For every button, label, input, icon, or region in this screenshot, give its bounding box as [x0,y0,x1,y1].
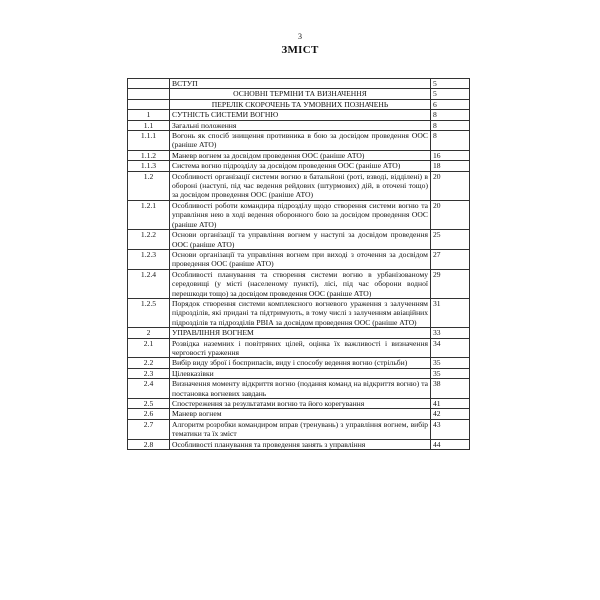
section-title: Особливості роботи командира підрозділу щодо створення системи вогню та управління нею в ході ведення оборонного бою за досвідом проведення ООС (раніше АТО) [170,200,431,229]
section-number: 2 [128,328,170,338]
section-title: Система вогню підрозділу за досвідом проведення ООС (раніше АТО) [170,161,431,171]
section-title: Особливості організації системи вогню в батальйоні (роті, взводі, відділені) в обороні (наступі, під час ведення рейдових (штурмових) дій, в оточені тощо) за досвідом проведення ООС (раніше АТО) [170,171,431,200]
section-page: 18 [431,161,470,171]
section-number [128,99,170,109]
toc-row [128,298,470,327]
section-title: Особливості планування та створення системи вогню в урбанізованому середовищі (у місті (населеному пункті), лісі, під час оборони водної перешкоди тощо) за досвідом проведення ООС (раніше АТО) [170,269,431,298]
toc-row [128,200,470,229]
section-page: 31 [431,298,470,327]
toc-row [128,161,470,171]
toc-row [128,171,470,200]
section-title: Основи організації та управління вогнем при виході з оточення за досвідом проведення ООС (раніше АТО) [170,249,431,269]
section-number: 1.2.2 [128,230,170,250]
section-page: 8 [431,110,470,120]
section-number: 1.1.2 [128,150,170,160]
section-page: 20 [431,200,470,229]
section-number: 1.2.4 [128,269,170,298]
toc-row [128,269,470,298]
section-number: 1.1 [128,120,170,130]
section-title: Маневр вогнем [170,409,431,419]
section-number: 2.7 [128,419,170,439]
section-page: 35 [431,358,470,368]
section-number: 2.5 [128,399,170,409]
toc-row [128,99,470,109]
toc-row [128,249,470,269]
section-title: Вогонь як спосіб знищення противника в бою за досвідом проведення ООС (раніше АТО) [170,131,431,151]
section-title: ВСТУП [170,79,431,89]
section-title: Основи організації та управління вогнем у наступі за досвідом проведення ООС (раніше АТО) [170,230,431,250]
section-number: 1 [128,110,170,120]
toc-row [128,368,470,378]
section-title: ОСНОВНІ ТЕРМІНИ ТА ВИЗНАЧЕННЯ [170,89,431,99]
section-page: 27 [431,249,470,269]
table-of-contents [127,78,470,450]
toc-row [128,120,470,130]
section-title: Особливості планування та проведення занять з управління [170,439,431,449]
toc-row [128,89,470,99]
section-page: 41 [431,399,470,409]
section-number: 1.1.1 [128,131,170,151]
section-page: 5 [431,89,470,99]
section-number: 2.8 [128,439,170,449]
section-title: Вибір виду зброї і боєприпасів, виду і способу ведення вогню (стрільби) [170,358,431,368]
section-title: Загальні положення [170,120,431,130]
section-page: 8 [431,131,470,151]
toc-row [128,338,470,358]
section-title: Цілевказівки [170,368,431,378]
section-title: Спостереження за результатами вогню та його корегування [170,399,431,409]
section-title: УПРАВЛІННЯ ВОГНЕМ [170,328,431,338]
section-page: 5 [431,79,470,89]
section-title: Визначення моменту відкриття вогню (подання команд на відкриття вогню) та постановка вогневих завдань [170,379,431,399]
toc-row [128,150,470,160]
section-page: 34 [431,338,470,358]
section-number: 2.3 [128,368,170,378]
section-page: 35 [431,368,470,378]
toc-row [128,131,470,151]
section-number [128,79,170,89]
section-number: 2.1 [128,338,170,358]
section-page: 6 [431,99,470,109]
section-title: Маневр вогнем за досвідом проведення ООС (раніше АТО) [170,150,431,160]
section-page: 38 [431,379,470,399]
section-page: 16 [431,150,470,160]
section-number: 1.2 [128,171,170,200]
section-number [128,89,170,99]
section-number: 1.2.3 [128,249,170,269]
section-page: 20 [431,171,470,200]
section-title: ПЕРЕЛІК СКОРОЧЕНЬ ТА УМОВНИХ ПОЗНАЧЕНЬ [170,99,431,109]
toc-row [128,419,470,439]
page-title: ЗМІСТ [281,44,319,56]
section-number: 2.4 [128,379,170,399]
section-title: Розвідка наземних і повітряних цілей, оцінка їх важливості і визначення черговості ураження [170,338,431,358]
page-number: 3 [298,32,302,41]
section-page: 44 [431,439,470,449]
section-title: Алгоритм розробки командиром вправ (тренувань) з управління вогнем, вибір тематики та їх зміст [170,419,431,439]
section-page: 25 [431,230,470,250]
section-number: 2.2 [128,358,170,368]
section-number: 1.1.3 [128,161,170,171]
toc-row [128,110,470,120]
toc-row [128,409,470,419]
section-title: Порядок створення системи комплексного вогневого ураження з залученням підрозділів, які придані та підтримують, в тому числі з залученням авіаційних підрозділів та підрозділів РВІА за досвідом проведення ООС (раніше АТО) [170,298,431,327]
section-number: 1.2.5 [128,298,170,327]
toc-row [128,79,470,89]
section-page: 42 [431,409,470,419]
toc-row [128,399,470,409]
toc-row [128,230,470,250]
toc-row [128,379,470,399]
toc-row [128,439,470,449]
section-number: 1.2.1 [128,200,170,229]
toc-row [128,358,470,368]
section-title: СУТНІСТЬ СИСТЕМИ ВОГНЮ [170,110,431,120]
section-page: 29 [431,269,470,298]
section-number: 2.6 [128,409,170,419]
section-page: 8 [431,120,470,130]
section-page: 33 [431,328,470,338]
section-page: 43 [431,419,470,439]
toc-row [128,328,470,338]
